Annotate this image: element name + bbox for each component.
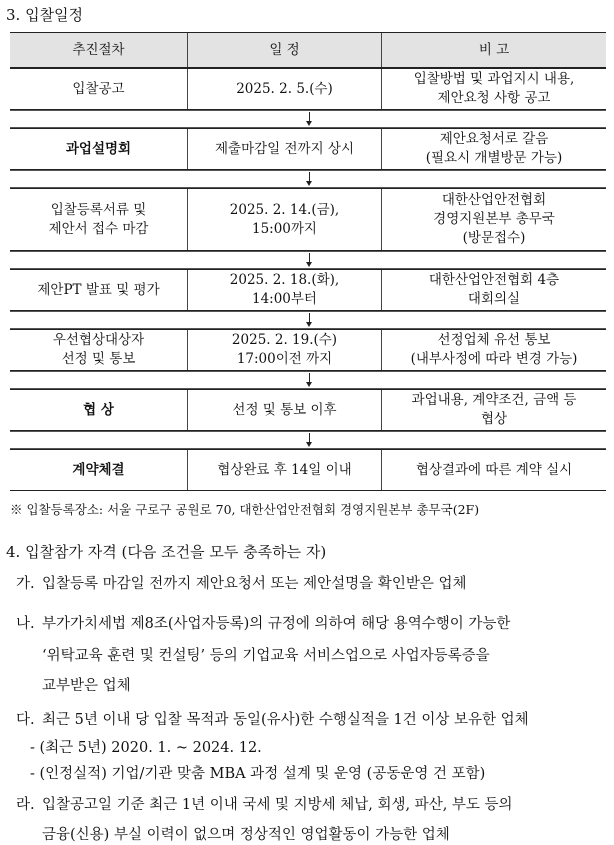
table-row bbox=[10, 68, 606, 110]
note-cell-line: (필요시 개별방문 가능) bbox=[425, 150, 563, 166]
section-4-title: 4. 입찰참가 자격 (다음 조건을 모두 충족하는 자) bbox=[6, 543, 327, 561]
schedule-cell bbox=[188, 270, 382, 310]
step-cell-line: 계약체결 bbox=[72, 461, 125, 478]
note-cell-line: 제안요청서로 갈음 bbox=[439, 131, 549, 147]
note-cell bbox=[382, 390, 606, 430]
item-text: 입찰공고일 기준 최근 1년 이내 국세 및 지방세 체납, 회생, 파산, 부도 등의 bbox=[42, 797, 513, 813]
note-cell bbox=[382, 330, 606, 370]
item-marker: 나. bbox=[16, 616, 35, 632]
item-text: 부가가치세법 제8조(사업자등록)의 규정에 의하여 해당 용역수행이 가능한 bbox=[42, 616, 511, 632]
registration-place-note: ※ 입찰등록장소: 서울 구로구 공원로 70, 대한산업안전협회 경영지원본부 총무국(2F) bbox=[10, 502, 480, 517]
item-text: 교부받은 업체 bbox=[42, 678, 131, 694]
note-cell bbox=[382, 69, 606, 109]
schedule-cell bbox=[188, 450, 382, 490]
flow-connector bbox=[10, 110, 606, 128]
schedule-cell-line: 협상완료 후 14일 이내 bbox=[217, 461, 352, 478]
note-cell bbox=[382, 129, 606, 169]
arrow-down-icon bbox=[305, 372, 315, 388]
schedule-cell-line: 2025. 2. 18.(화), bbox=[229, 272, 340, 288]
schedule-cell-line: 제출마감일 전까지 상시 bbox=[215, 140, 354, 157]
qualification-item-line bbox=[42, 676, 131, 696]
note-cell-line: 협상 bbox=[480, 411, 508, 427]
qualification-item-line bbox=[16, 574, 466, 594]
qualification-item-line bbox=[42, 646, 490, 666]
note-cell-line: 대한산업안전협회 4층 bbox=[428, 272, 560, 288]
note-cell-line: 협상결과에 따른 계약 실시 bbox=[415, 461, 573, 478]
schedule-cell bbox=[188, 390, 382, 430]
note-cell-line: 제안요청 사항 공고 bbox=[437, 90, 551, 106]
table-row bbox=[10, 188, 606, 251]
step-cell-line: 선정 및 통보 bbox=[61, 351, 136, 367]
note-cell-line: 대회의실 bbox=[467, 291, 521, 307]
schedule-cell bbox=[188, 189, 382, 250]
arrow-down-icon bbox=[305, 171, 315, 187]
step-cell bbox=[10, 390, 188, 430]
item-marker: 다. bbox=[16, 712, 35, 728]
flow-connector bbox=[10, 371, 606, 389]
schedule-cell-line: 14:00부터 bbox=[251, 291, 317, 307]
table-row bbox=[10, 389, 606, 431]
flow-connector bbox=[10, 431, 606, 449]
note-cell bbox=[382, 450, 606, 490]
step-cell bbox=[10, 450, 188, 490]
arrow-down-icon bbox=[305, 252, 315, 268]
schedule-cell-line: 2025. 2. 19.(수) bbox=[231, 332, 338, 348]
step-cell-line: 제안PT 발표 및 평가 bbox=[37, 281, 160, 298]
note-cell-line: 과업내용, 계약조건, 금액 등 bbox=[411, 392, 577, 408]
step-cell-line: 협 상 bbox=[83, 401, 114, 418]
arrow-down-icon bbox=[305, 312, 315, 328]
note-cell bbox=[382, 270, 606, 310]
item-marker: 가. bbox=[16, 576, 35, 592]
arrow-down-icon bbox=[305, 111, 315, 127]
table-row bbox=[10, 128, 606, 170]
table-row bbox=[10, 449, 606, 491]
item-text: ‘위탁교육 훈련 및 컨설팅’ 등의 기업교육 서비스업으로 사업자등록증을 bbox=[42, 648, 490, 664]
step-cell-line: 과업설명회 bbox=[65, 140, 132, 157]
note-cell bbox=[382, 189, 606, 250]
item-text: 최근 5년 이내 당 입찰 목적과 동일(유사)한 수행실적을 1건 이상 보유한 업체 bbox=[42, 712, 529, 728]
schedule-cell bbox=[188, 330, 382, 370]
qualification-item-line bbox=[16, 710, 529, 730]
schedule-cell-line: 2025. 2. 5.(수) bbox=[236, 80, 333, 97]
flow-connector bbox=[10, 251, 606, 269]
schedule-cell-line: 15:00까지 bbox=[251, 220, 317, 237]
note-cell-line: (내부사정에 따라 변경 가능) bbox=[410, 351, 578, 367]
table-row bbox=[10, 329, 606, 371]
qualification-item-line bbox=[16, 795, 513, 815]
item-text: 금융(신용) 부실 이력이 없으며 정상적인 영업활동이 가능한 업체 bbox=[42, 827, 450, 843]
flow-connector bbox=[10, 311, 606, 329]
step-cell-line: 입찰등록서류 및 bbox=[50, 201, 147, 218]
step-cell bbox=[10, 69, 188, 109]
step-cell-line: 입찰공고 bbox=[72, 80, 125, 97]
note-cell-line: (방문접수) bbox=[462, 230, 526, 246]
sub-item: - (최근 5년) 2020. 1. ~ 2024. 12. bbox=[30, 740, 262, 756]
note-cell-line: 선정업체 유선 통보 bbox=[437, 332, 551, 348]
step-cell bbox=[10, 270, 188, 310]
section-3-title: 3. 입찰일정 bbox=[6, 6, 84, 24]
item-marker: 라. bbox=[16, 797, 35, 813]
item-text: 입찰등록 마감일 전까지 제안요청서 또는 제안설명을 확인받은 업체 bbox=[42, 576, 467, 592]
schedule-cell-line: 선정 및 통보 이후 bbox=[232, 401, 337, 418]
schedule-cell bbox=[188, 129, 382, 169]
sub-item: - (인정실적) 기업/기관 맞춤 MBA 과정 설계 및 운영 (공동운영 건 포함) bbox=[30, 766, 486, 782]
note-cell-line: 입찰방법 및 과업지시 내용, bbox=[413, 71, 575, 87]
table-row bbox=[10, 269, 606, 311]
table-header bbox=[10, 32, 606, 68]
schedule-cell bbox=[188, 69, 382, 109]
step-cell bbox=[10, 129, 188, 169]
arrow-down-icon bbox=[305, 432, 315, 448]
schedule-cell-line: 17:00이전 까지 bbox=[236, 351, 333, 367]
header-note: 비 고 bbox=[478, 41, 510, 58]
header-step: 추진절차 bbox=[10, 33, 188, 67]
qualification-item-line bbox=[16, 614, 510, 634]
schedule-cell-line: 2025. 2. 14.(금), bbox=[229, 201, 340, 218]
step-cell-line: 우선협상대상자 bbox=[52, 332, 145, 348]
header-schedule: 일 정 bbox=[188, 33, 382, 67]
step-cell bbox=[10, 330, 188, 370]
note-cell-line: 대한산업안전협회 bbox=[441, 192, 547, 208]
note-cell-line: 경영지원본부 총무국 bbox=[433, 211, 555, 227]
step-cell-line: 제안서 접수 마감 bbox=[48, 220, 149, 237]
flow-connector bbox=[10, 170, 606, 188]
qualification-item-line bbox=[42, 825, 450, 845]
step-cell bbox=[10, 189, 188, 250]
